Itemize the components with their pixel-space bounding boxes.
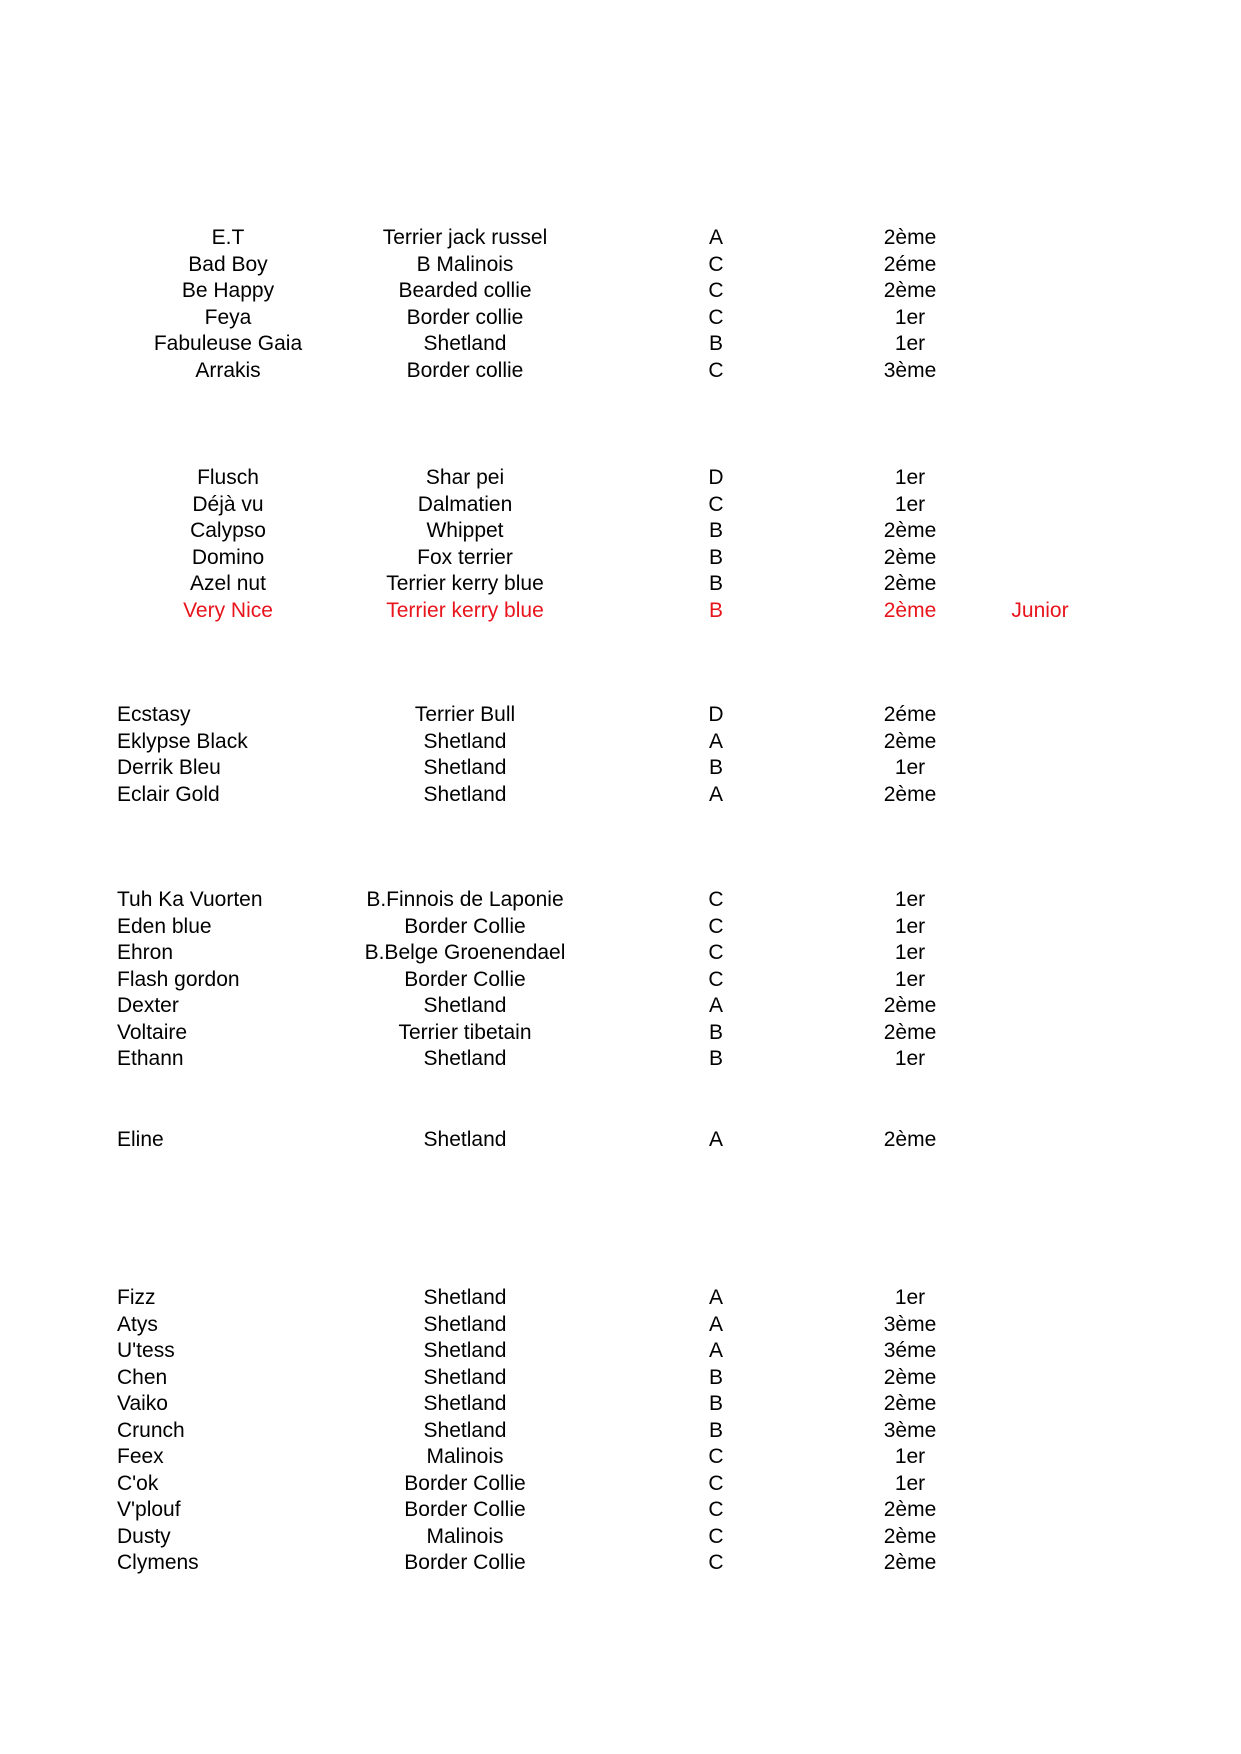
- breed: Shetland: [423, 1392, 507, 1415]
- rank: 2ème: [883, 1128, 937, 1151]
- breed: Shetland: [423, 1365, 507, 1389]
- entry-row: [0, 492, 1241, 518]
- dog-name: Fabuleuse Gaia: [153, 332, 303, 355]
- class-letter: A: [708, 226, 723, 249]
- rank: 2ème: [883, 1551, 937, 1574]
- entry-row: [0, 358, 1241, 384]
- breed: Shetland: [423, 994, 507, 1017]
- class-letter: C: [708, 279, 724, 302]
- breed: Bearded collie: [398, 279, 532, 302]
- rank: 1er: [894, 1047, 926, 1070]
- rank: 3ème: [883, 358, 937, 382]
- dog-name: Crunch: [117, 1418, 185, 1442]
- entry-row: [0, 571, 1241, 597]
- rank: 1er: [894, 1286, 926, 1309]
- rank: 2ème: [883, 1498, 937, 1521]
- entry-row: [0, 1471, 1241, 1497]
- rank: 2ème: [883, 598, 937, 622]
- dog-name: Eclair Gold: [117, 782, 220, 806]
- entry-row: [0, 1550, 1241, 1576]
- breed: Border Collie: [404, 914, 526, 938]
- dog-name: E.T: [211, 226, 245, 249]
- rank: 2ème: [883, 729, 937, 753]
- class-letter: B: [708, 756, 723, 779]
- dog-name: Tuh Ka Vuorten: [117, 888, 263, 911]
- breed: Border Collie: [404, 1498, 526, 1521]
- breed: Dalmatien: [417, 492, 513, 516]
- class-letter: D: [708, 703, 724, 726]
- entry-row: [0, 702, 1241, 728]
- class-letter: C: [708, 914, 724, 938]
- breed: Shetland: [423, 332, 507, 355]
- rank: 2ème: [883, 1020, 937, 1044]
- breed: B.Finnois de Laponie: [366, 888, 564, 911]
- breed: Malinois: [426, 1524, 504, 1548]
- class-letter: C: [708, 1471, 724, 1495]
- entry-row: [0, 1524, 1241, 1550]
- class-letter: A: [708, 1312, 723, 1336]
- rank: 2ème: [883, 994, 937, 1017]
- dog-name: Domino: [191, 545, 265, 569]
- dog-name: Atys: [117, 1312, 158, 1336]
- breed: Terrier Bull: [414, 703, 516, 726]
- dog-name: Bad Boy: [188, 252, 268, 276]
- class-letter: A: [708, 729, 723, 753]
- rank: 1er: [894, 466, 926, 489]
- class-letter: A: [708, 782, 723, 806]
- rank: 1er: [894, 756, 926, 779]
- class-letter: A: [708, 1128, 723, 1151]
- dog-name: Azel nut: [190, 572, 266, 595]
- class-letter: C: [708, 358, 724, 382]
- class-letter: C: [708, 305, 724, 329]
- rank: 2ème: [883, 519, 937, 542]
- entry-row: [0, 1127, 1241, 1153]
- rank: 2ème: [883, 1392, 937, 1415]
- class-letter: B: [708, 519, 723, 542]
- entry-row: [0, 729, 1241, 755]
- rank: 2éme: [883, 252, 937, 276]
- entry-row: [0, 331, 1241, 357]
- entry-row: [0, 1391, 1241, 1417]
- dog-name: Be Happy: [181, 279, 275, 302]
- entry-row: [0, 545, 1241, 571]
- dog-name: Arrakis: [195, 358, 261, 382]
- entry-row: [0, 1365, 1241, 1391]
- class-letter: C: [708, 492, 724, 516]
- dog-name: Ethann: [117, 1047, 184, 1070]
- breed: B Malinois: [416, 252, 514, 276]
- dog-name: Vaiko: [117, 1392, 168, 1415]
- dog-name: V'plouf: [117, 1498, 181, 1521]
- breed: Border Collie: [404, 967, 526, 991]
- dog-name: Dusty: [117, 1524, 171, 1548]
- breed: Fox terrier: [417, 545, 513, 569]
- rank: 2ème: [883, 226, 937, 249]
- class-letter: B: [708, 332, 723, 355]
- breed: Shetland: [423, 1418, 507, 1442]
- breed: Shetland: [423, 1047, 507, 1070]
- entry-row: [0, 755, 1241, 781]
- breed: Shetland: [423, 782, 507, 806]
- rank: 2ème: [883, 1365, 937, 1389]
- entry-row: [0, 465, 1241, 491]
- breed: Terrier kerry blue: [386, 598, 544, 622]
- entry-row: [0, 1418, 1241, 1444]
- dog-name: Fizz: [117, 1286, 156, 1309]
- rank: 1er: [894, 941, 926, 964]
- dog-name: Dexter: [117, 994, 179, 1017]
- breed: Shetland: [423, 756, 507, 779]
- class-letter: B: [708, 598, 723, 622]
- dog-name: Flusch: [197, 466, 259, 489]
- dog-name: Very Nice: [183, 598, 273, 622]
- dog-name: Eklypse Black: [117, 729, 248, 753]
- rank: 2éme: [883, 703, 937, 726]
- entry-row: [0, 1338, 1241, 1364]
- breed: Whippet: [426, 519, 504, 542]
- dog-name: Flash gordon: [117, 967, 240, 991]
- breed: Shetland: [423, 729, 507, 753]
- breed: Terrier tibetain: [398, 1020, 532, 1044]
- dog-name: Ehron: [117, 941, 174, 964]
- rank: 3ème: [883, 1312, 937, 1336]
- breed: Terrier kerry blue: [386, 572, 544, 595]
- class-letter: C: [708, 1524, 724, 1548]
- entry-row: [0, 598, 1241, 624]
- dog-name: Feya: [204, 305, 252, 329]
- class-letter: C: [708, 252, 724, 276]
- breed: Shetland: [423, 1286, 507, 1309]
- class-letter: C: [708, 1498, 724, 1521]
- class-letter: C: [708, 1445, 724, 1468]
- dog-name: Feex: [117, 1445, 164, 1468]
- entry-row: [0, 305, 1241, 331]
- rank: 3ème: [883, 1418, 937, 1442]
- entry-row: [0, 252, 1241, 278]
- dog-name: C'ok: [117, 1471, 159, 1495]
- class-letter: C: [708, 1551, 724, 1574]
- rank: 1er: [894, 967, 926, 991]
- class-letter: A: [708, 994, 723, 1017]
- dog-name: Eden blue: [117, 914, 212, 938]
- entry-row: [0, 1020, 1241, 1046]
- class-letter: B: [708, 1047, 723, 1070]
- note: Junior: [1011, 598, 1069, 622]
- class-letter: A: [708, 1339, 723, 1362]
- breed: Border Collie: [404, 1551, 526, 1574]
- class-letter: B: [708, 572, 723, 595]
- entry-row: [0, 782, 1241, 808]
- entry-row: [0, 1444, 1241, 1470]
- entry-row: [0, 225, 1241, 251]
- class-letter: C: [708, 888, 724, 911]
- breed: Shar pei: [425, 466, 505, 489]
- rank: 1er: [894, 914, 926, 938]
- dog-name: Clymens: [117, 1551, 199, 1574]
- entry-row: [0, 1312, 1241, 1338]
- entry-row: [0, 1046, 1241, 1072]
- rank: 1er: [894, 888, 926, 911]
- dog-name: Derrik Bleu: [117, 756, 221, 779]
- class-letter: C: [708, 967, 724, 991]
- rank: 1er: [894, 1471, 926, 1495]
- rank: 2ème: [883, 545, 937, 569]
- entry-row: [0, 1497, 1241, 1523]
- entry-row: [0, 940, 1241, 966]
- class-letter: B: [708, 1392, 723, 1415]
- entry-row: [0, 887, 1241, 913]
- rank: 2ème: [883, 782, 937, 806]
- breed: Shetland: [423, 1312, 507, 1336]
- entry-row: [0, 993, 1241, 1019]
- entry-row: [0, 1285, 1241, 1311]
- entry-row: [0, 967, 1241, 993]
- rank: 1er: [894, 332, 926, 355]
- entry-row: [0, 914, 1241, 940]
- class-letter: C: [708, 941, 724, 964]
- breed: Border collie: [406, 305, 524, 329]
- rank: 2ème: [883, 1524, 937, 1548]
- entry-row: [0, 518, 1241, 544]
- class-letter: B: [708, 545, 723, 569]
- rank: 2ème: [883, 279, 937, 302]
- class-letter: B: [708, 1365, 723, 1389]
- breed: Shetland: [423, 1128, 507, 1151]
- class-letter: B: [708, 1418, 723, 1442]
- rank: 1er: [894, 305, 926, 329]
- rank: 3éme: [883, 1339, 937, 1362]
- entry-row: [0, 278, 1241, 304]
- dog-name: Chen: [117, 1365, 168, 1389]
- rank: 1er: [894, 1445, 926, 1468]
- breed: Border collie: [406, 358, 524, 382]
- dog-name: Ecstasy: [117, 703, 191, 726]
- breed: B.Belge Groenendael: [364, 941, 566, 964]
- dog-name: Voltaire: [117, 1020, 188, 1044]
- breed: Malinois: [426, 1445, 504, 1468]
- dog-name: Calypso: [190, 519, 266, 542]
- breed: Border Collie: [404, 1471, 526, 1495]
- class-letter: B: [708, 1020, 723, 1044]
- breed: Shetland: [423, 1339, 507, 1362]
- dog-name: Déjà vu: [192, 492, 264, 516]
- breed: Terrier jack russel: [382, 226, 548, 249]
- rank: 2ème: [883, 572, 937, 595]
- dog-name: Eline: [117, 1128, 164, 1151]
- class-letter: D: [708, 466, 724, 489]
- dog-name: U'tess: [117, 1339, 175, 1362]
- class-letter: A: [708, 1286, 723, 1309]
- rank: 1er: [894, 492, 926, 516]
